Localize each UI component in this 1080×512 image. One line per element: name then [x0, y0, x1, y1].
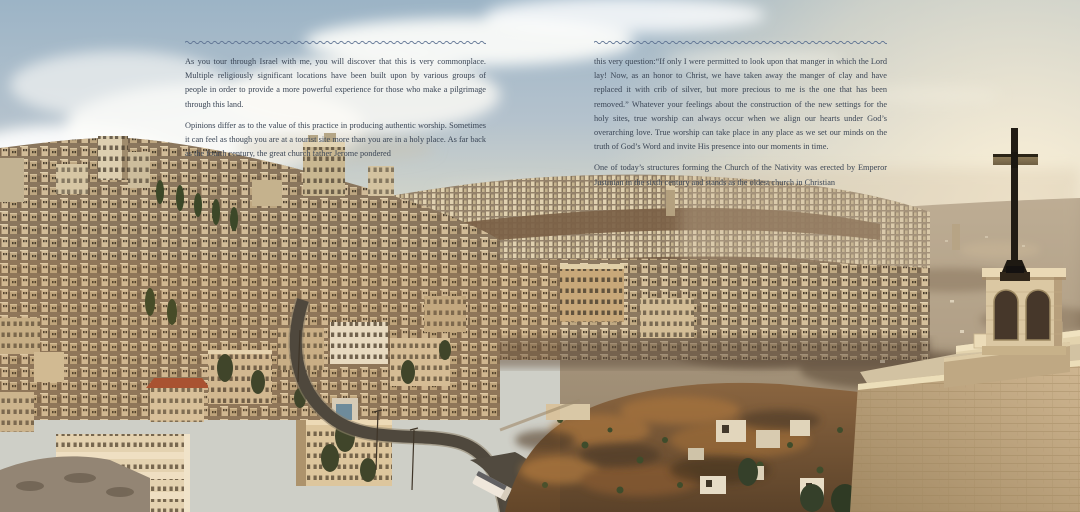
left-page-text-column — [185, 40, 486, 168]
right-paragraph-1: this very question:“If only I were permitted to look upon that manger in which the Lord lay! Now, as an honor to Christ, we have taken away the manger of clay and have replaced it with crib of silver, but more precious to me is the one that has been removed.” Whatever your feelings about the construction of the new settings for the holy sites, true worship can always occur when we align our hearts under God’s overarching love. True worship can take place in any place as we set our minds on the truth of God’s Word and invite His presence into our moments in time. — [594, 57, 887, 152]
ochre-mansion — [560, 264, 624, 322]
right-page-text-column — [594, 40, 887, 197]
left-paragraph-1: As you tour through Israel with me, you will discover that this is very commonplace. Multiple religiously significant locations have been built upon by various groups of people in order to provide a more powerful experience for those who make a pilgrimage through this land. — [185, 57, 486, 109]
tower-arch — [1026, 290, 1050, 340]
wavy-rule-right — [594, 40, 887, 45]
right-paragraph-2: One of today’s structures forming the Church of the Nativity was erected by Emperor Justinian in the sixth century and stands as the oldest church in Christian — [594, 163, 887, 187]
warm-light-overlay — [0, 260, 560, 512]
tower-arch — [994, 290, 1018, 340]
left-paragraph-2: Opinions differ as to the value of this practice in producing authentic worship. Sometimes it can feel as though you are at a tourist site more than you are in a holy place. As far back as the fourth century, the great church father Jerome pondered — [185, 120, 486, 159]
wavy-rule-left — [185, 40, 486, 45]
